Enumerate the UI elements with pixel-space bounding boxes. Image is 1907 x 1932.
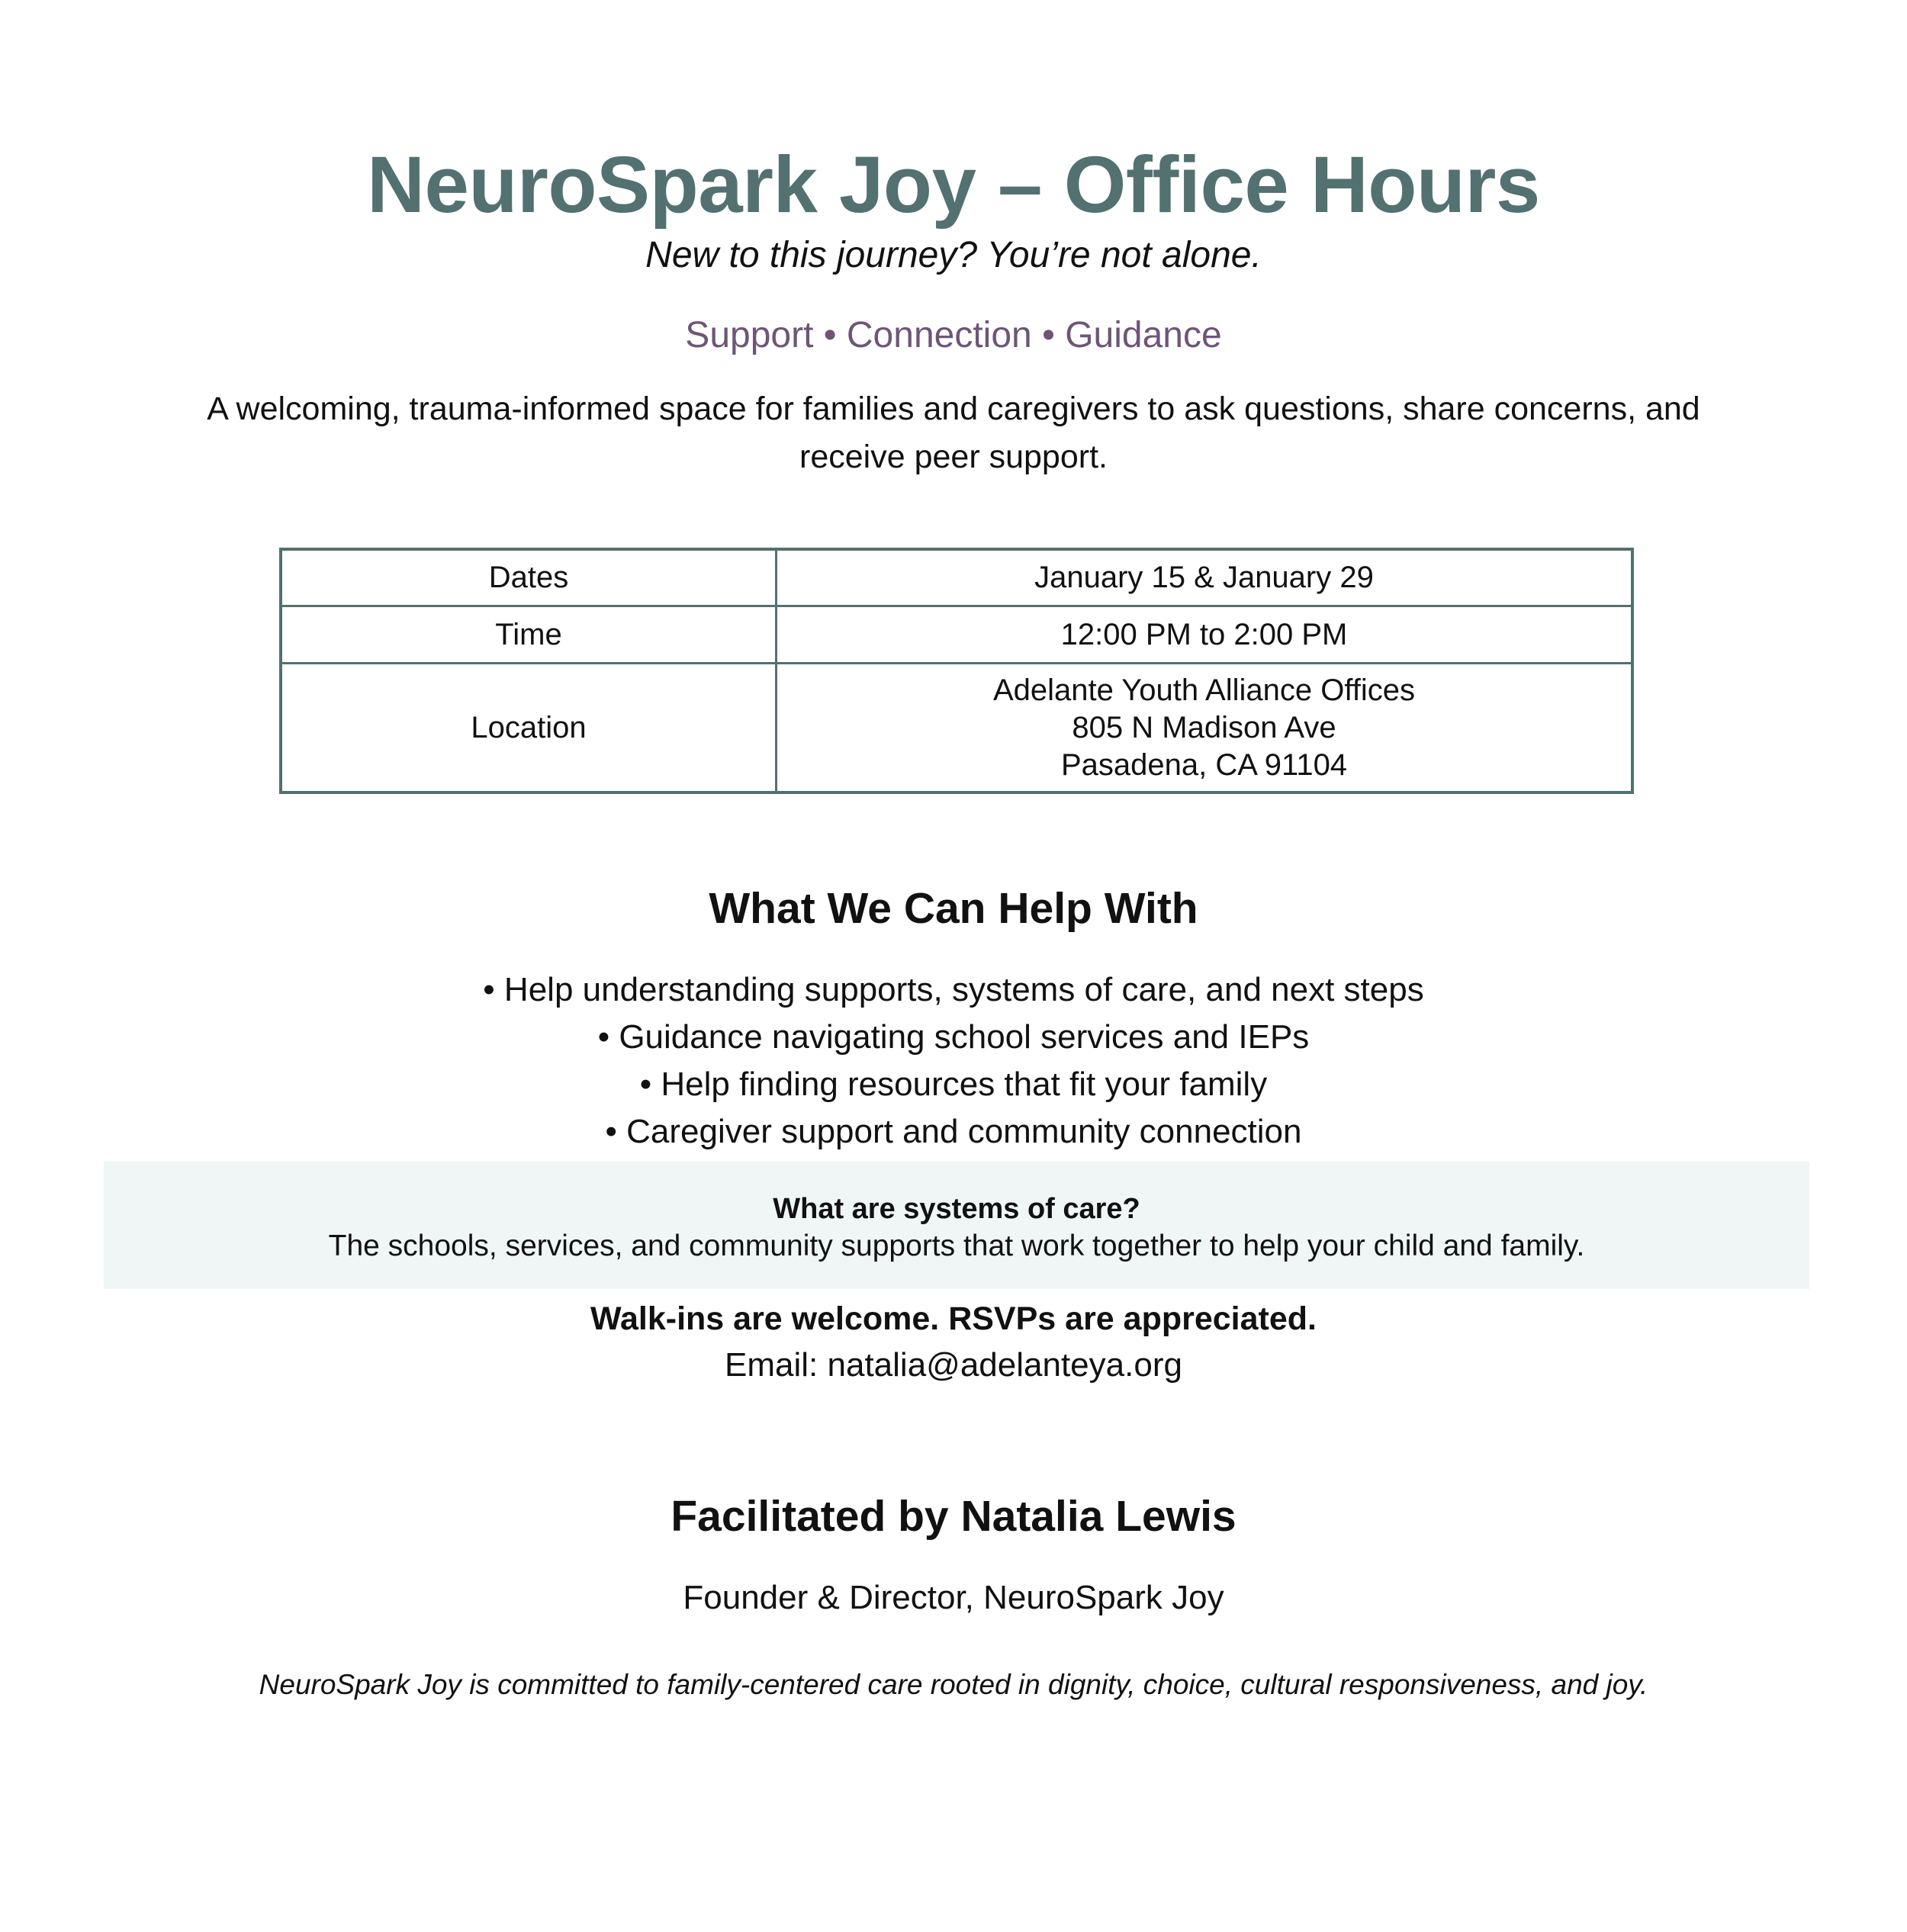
time-label: Time: [281, 606, 777, 664]
facilitator-heading: Facilitated by Natalia Lewis: [671, 1492, 1236, 1541]
help-list: [0, 966, 1907, 1156]
subtitle: New to this journey? You’re not alone.: [645, 235, 1262, 275]
list-item: • Help understanding supports, systems of care, and next steps: [483, 971, 1424, 1008]
facilitator-role: Founder & Director, NeuroSpark Joy: [683, 1579, 1224, 1616]
list-item: • Caregiver support and community connection: [605, 1113, 1302, 1150]
commitment-statement: NeuroSpark Joy is committed to family-centered care rooted in dignity, choice, cultural responsiveness, and joy.: [259, 1669, 1648, 1700]
tagline: Support • Connection • Guidance: [685, 315, 1222, 355]
location-line: Adelante Youth Alliance Offices: [992, 673, 1415, 707]
schedule-table: [279, 548, 1634, 794]
walkins-note: Walk-ins are welcome. RSVPs are appreciated.: [590, 1300, 1317, 1337]
location-label: Location: [281, 664, 777, 793]
dates-label: Dates: [281, 549, 777, 606]
list-item: • Guidance navigating school services and IEPs: [597, 1018, 1310, 1056]
list-item: • Help finding resources that fit your family: [639, 1066, 1268, 1103]
time-value: 12:00 PM to 2:00 PM: [777, 606, 1633, 664]
callout-text: The schools, services, and community supports that work together to help your child and family.: [328, 1230, 1585, 1262]
dates-value: January 15 & January 29: [777, 549, 1633, 606]
table-row-location: [281, 664, 1632, 793]
systems-of-care-callout: [104, 1162, 1809, 1289]
page-title: NeuroSpark Joy – Office Hours: [367, 140, 1540, 230]
table-row-time: [281, 606, 1632, 664]
callout-title: What are systems of care?: [773, 1193, 1140, 1225]
help-heading: What We Can Help With: [709, 884, 1198, 933]
intro-paragraph: A welcoming, trauma-informed space for families and caregivers to ask questions, share concerns, and receive peer support.: [207, 391, 1700, 475]
location-value: [777, 664, 1633, 793]
table-row-dates: [281, 549, 1632, 606]
location-line: Pasadena, CA 91104: [1060, 747, 1348, 782]
contact-email: Email: natalia@adelanteya.org: [725, 1346, 1182, 1384]
location-line: 805 N Madison Ave: [1072, 710, 1336, 744]
